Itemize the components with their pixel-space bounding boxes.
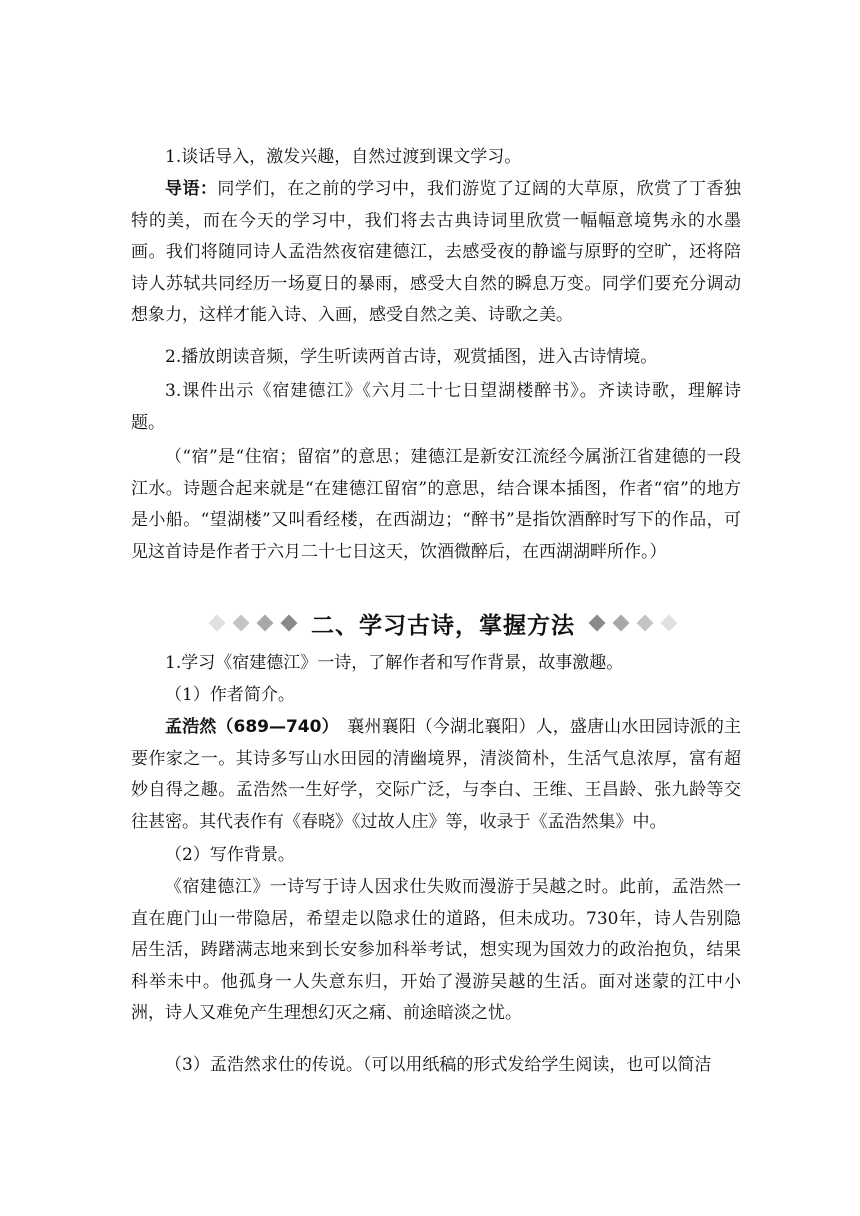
diamond-icon: [281, 615, 298, 632]
paragraph-author: [131, 712, 741, 838]
paragraph-explanation: （“宿”是“住宿；留宿”的意思；建德江是新安江流经今属浙江省建德的一段江水。诗题合起来就是“在建德江留宿”的意思，结合课本插图，作者“宿”的地方是小船。“望湖楼”又叫看经楼，在西湖边；“醉书”是指饮酒醉时写下的作品，可见这首诗是作者于六月二十七日这天，饮酒微醉后，在西湖湖畔所作。）: [131, 447, 741, 562]
diamond-icon: [209, 615, 226, 632]
paragraph-audio: 2.播放朗读音频，学生听读两首古诗，观赏插图，进入古诗情境。: [165, 347, 658, 367]
diamond-icon: [637, 615, 654, 632]
diamond-icon: [661, 615, 678, 632]
paragraph-intro: 1.谈话导入，激发兴趣，自然过渡到课文学习。: [165, 147, 522, 167]
paragraph-author-heading: （1）作者简介。: [165, 685, 295, 705]
diamond-icon: [613, 615, 630, 632]
paragraph-legend: （3）孟浩然求仕的传说。（可以用纸稿的形式发给学生阅读，也可以简洁: [165, 1055, 712, 1075]
section-title: 二、学习古诗，掌握方法: [311, 612, 575, 639]
diamond-icon: [257, 615, 274, 632]
section-header: [200, 604, 686, 642]
daoyu-label: 导语：: [165, 179, 218, 199]
paragraph-daoyu: [131, 174, 741, 332]
daoyu-text: 同学们，在之前的学习中，我们游览了辽阔的大草原，欣赏了丁香独特的美，而在今天的学习中，我们将去古典诗词里欣赏一幅幅意境隽永的水墨画。我们将随同诗人孟浩然夜宿建德江，去感受夜的静谧与原野的空旷，还将陪诗人苏轼共同经历一场夏日的暴雨，感受大自然的瞬息万变。同学们要充分调动想象力，这样才能入诗、入画，感受自然之美、诗歌之美。: [131, 179, 741, 325]
author-text: 襄州襄阳（今湖北襄阳）人，盛唐山水田园诗派的主要作家之一。其诗多写山水田园的清幽境界，清淡简朴，生活气息浓厚，富有超妙自得之趣。孟浩然一生好学，交际广泛，与李白、王维、王昌龄、张九龄等交往甚密。其代表作有《春晓》《过故人庄》等，收录于《孟浩然集》中。: [131, 717, 741, 832]
author-label: 孟浩然（689—740）: [165, 717, 331, 737]
paragraph-background: 《宿建德江》一诗写于诗人因求仕失败而漫游于吴越之时。此前，孟浩然一直在鹿门山一带隐居，希望走以隐求仕的道路，但未成功。730年，诗人告别隐居生活，踌躇满志地来到长安参加科举考试，想实现为国效力的政治抱负，结果科举未中。他孤身一人失意东归，开始了漫游吴越的生活。面对迷蒙的江中小洲，诗人又难免产生理想幻灭之痛、前途暗淡之忧。: [131, 877, 741, 1023]
paragraph-background-heading: （2）写作背景。: [165, 845, 295, 865]
diamond-icon: [233, 615, 250, 632]
diamond-icon: [589, 615, 606, 632]
paragraph-study: 1.学习《宿建德江》一诗，了解作者和写作背景，故事激趣。: [165, 653, 624, 673]
paragraph-courseware: 3.课件出示《宿建德江》《六月二十七日望湖楼醉书》。齐读诗歌，理解诗题。: [131, 381, 741, 433]
left-diamonds: [205, 617, 301, 629]
right-diamonds: [585, 617, 681, 629]
